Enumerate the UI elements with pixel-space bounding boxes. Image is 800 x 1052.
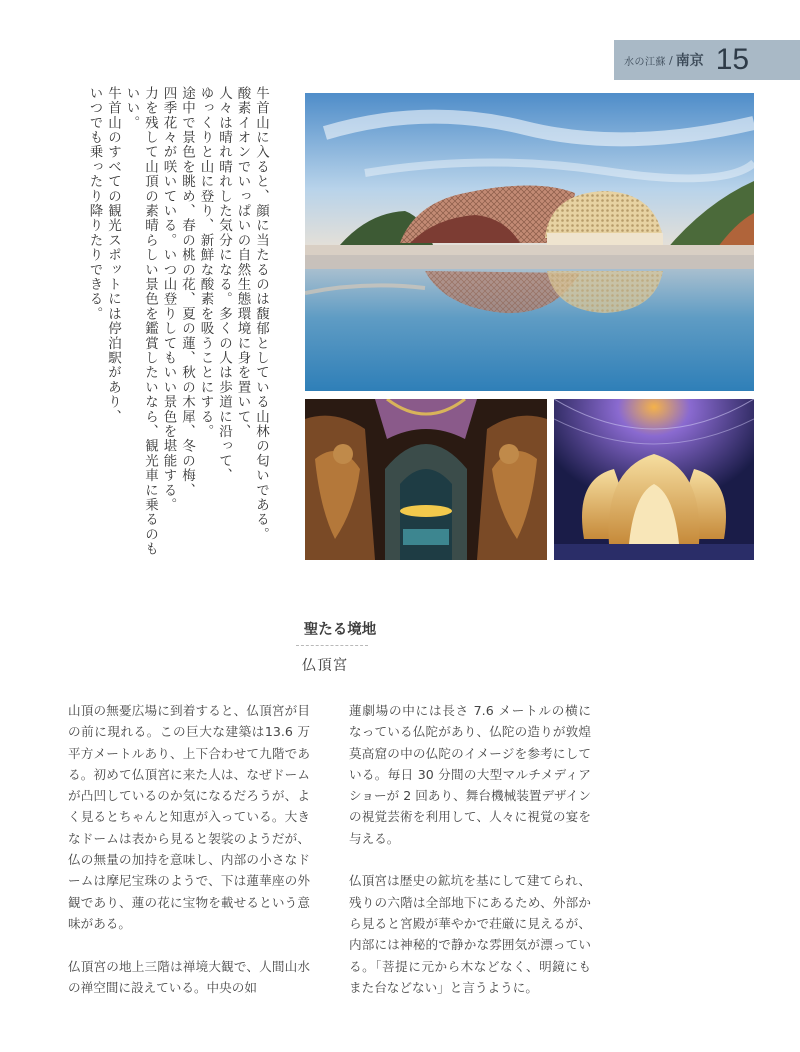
body-paragraph: 仏頂宮の地上三階は禅境大観で、人間山水の禅空間に設えている。中央の如 (68, 958, 310, 995)
vertical-line: 人々は晴れ晴れした気分になる。多くの人は歩道に沿って、 (216, 86, 232, 483)
vertical-intro-text (80, 86, 270, 566)
body-column-left (68, 700, 310, 1019)
body-paragraph: 蓮劇場の中には長さ 7.6 メートルの横になっている仏陀があり、仏陀の造りが敦煌莫高窟の中の仏陀のイメージを参考にしている。毎日 30 分間の大型マルチメディアショーが 2 回あり、舞台機械装置デザインの視覚芸術を利用して、人々に視覚の宴を与える。 (349, 703, 591, 846)
vertical-line: 四季花々が咲いている。いつ山登りしてもいい景色を堪能する。 (160, 86, 177, 513)
body-paragraph: 仏頂宮は歴史の鉱坑を基にして建てられ、残りの六階は全部地下にあるため、外部から見ると宮殿が華やかで荘厳に見えるが、内部には神秘的で静かな雰囲気が漂っている。「菩提に元から木などなく、明鏡にもまた台などない」と言うように。 (349, 873, 591, 995)
vertical-line: 酸素イオンでいっぱいの自然生態環境に身を置いて、 (234, 86, 251, 439)
vertical-line: 力を残して山頂の素晴らしい景色を鑑賞したいなら、観光車に乗るのもいい。 (123, 86, 158, 557)
buddha-palace-exterior-photo (305, 93, 754, 391)
section-title: 聖たる境地 (303, 622, 377, 638)
buddha-cave-interior-photo (305, 399, 547, 560)
vertical-line: 牛首山に入ると、顔に当たるのは馥郁としている山林の匂いである。 (253, 86, 269, 542)
vertical-line: ゆっくりと山に登り、新鮮な酸素を吸うことにする。 (197, 86, 214, 439)
city-label: 南京 (675, 53, 704, 69)
series-label: 水の江蘇 (624, 56, 666, 68)
page-number: 15 (715, 43, 750, 76)
vertical-line: いつでも乗ったり降りたりできる。 (86, 86, 103, 322)
header-separator: / (669, 53, 673, 67)
section-subtitle: 仏頂宮 (301, 658, 349, 674)
body-column-right (349, 700, 591, 1019)
lotus-hall-interior-photo (554, 399, 754, 560)
vertical-line: 牛首山のすべての観光スポットには停泊駅があり、 (105, 86, 121, 425)
section-divider (296, 645, 368, 646)
vertical-line: 途中で景色を眺め、春の桃の花、夏の蓮、秋の木犀、冬の梅、 (179, 86, 195, 498)
chapter-header-tab (614, 40, 800, 80)
body-paragraph: 山頂の無憂広場に到着すると、仏頂宮が目の前に現れる。この巨大な建築は13.6 万平方メートルあり、上下合わせて九階である。初めて仏頂宮に来た人は、なぜドームが凸凹しているのか気になるだろうが、よく見るとちゃんと知恵が入っている。大きなドームは表から見ると袈裟のようだが、仏の無量の加持を意味し、内部の小さなドームは摩尼宝珠のようで、下は蓮華座の外観であり、蓮の花に宝物を載せるという意味がある。 (68, 703, 310, 931)
